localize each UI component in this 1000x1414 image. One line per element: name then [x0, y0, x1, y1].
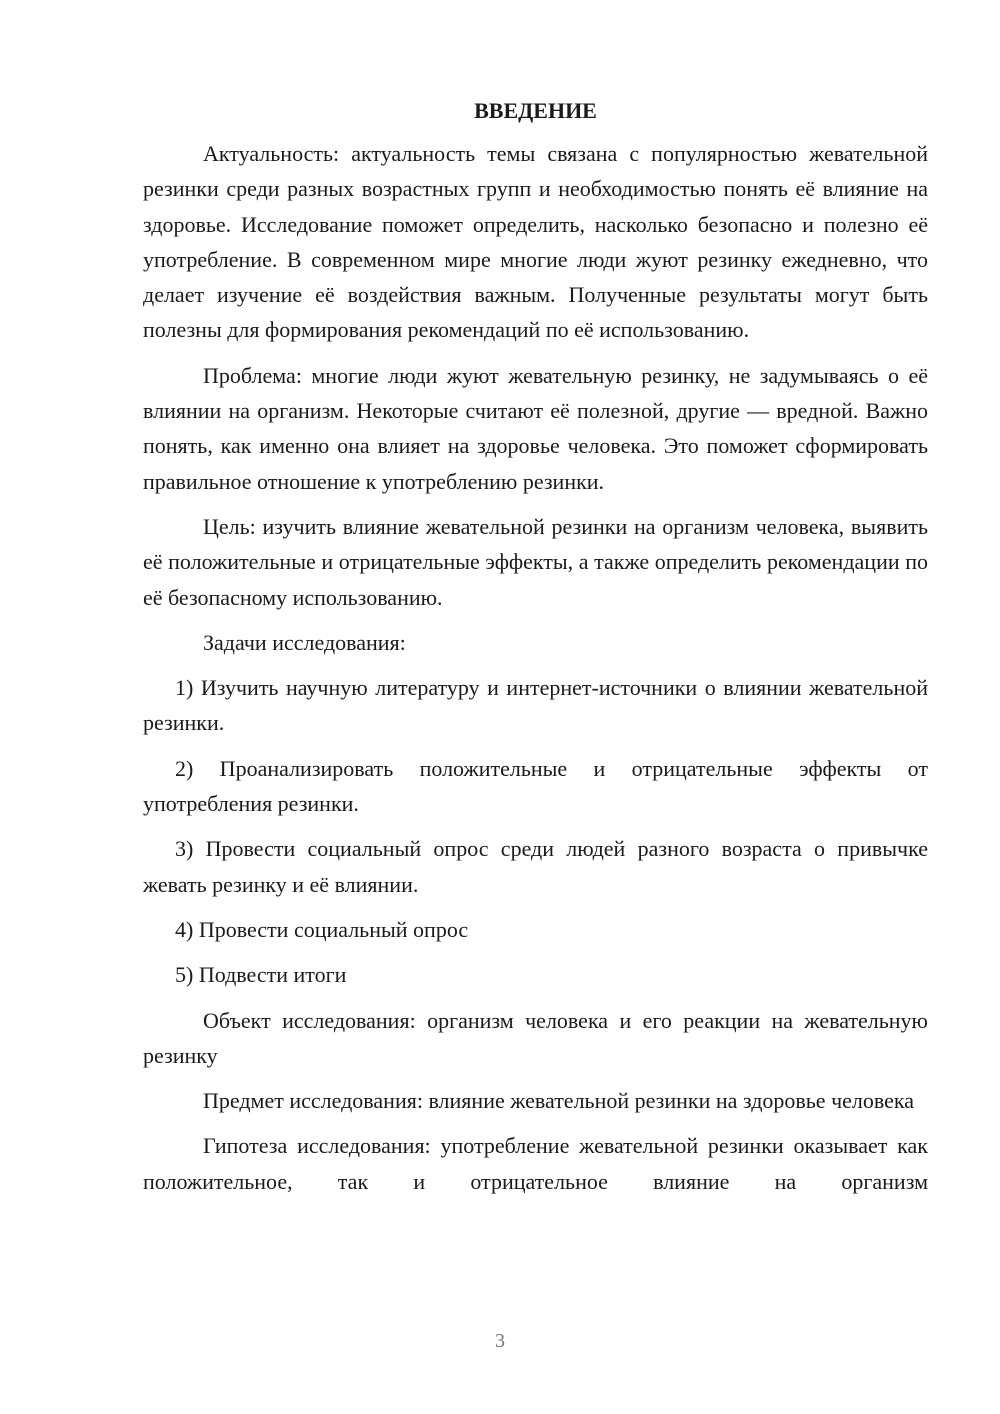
paragraph-subject: Предмет исследования: влияние жевательной резинки на здоровье человека: [203, 1088, 915, 1114]
task-item-3: 3) Провести социальный опрос среди людей разного возраста о привычке жевать резинку и её влиянии.: [143, 836, 928, 897]
paragraph-relevance: Актуальность: актуальность темы связана с популярностью жевательной резинки среди разных возрастных групп и необходимостью понять её влияние на здоровье. Исследование поможет определить, насколько безопасно и полезно её употребление. В современном мире многие люди жуют резинку ежедневно, что делает изучение её воздействия важным. Полученные результаты могут быть полезны для формирования рекомендаций по её использованию.: [143, 141, 928, 343]
paragraph-object: Объект исследования: организм человека и его реакции на жевательную резинку: [143, 1007, 928, 1068]
task-item-2: 2) Проанализировать положительные и отрицательные эффекты от употребления резинки.: [143, 755, 928, 817]
document-page: [143, 94, 928, 1209]
page-number: 3: [495, 1330, 505, 1352]
section-title: ВВЕДЕНИЕ: [474, 98, 597, 123]
task-item-4: 4) Провести социальный опрос: [175, 916, 469, 942]
task-item-1: 1) Изучить научную литературу и интернет-источники о влиянии жевательной резинки.: [143, 675, 928, 736]
tasks-heading: Задачи исследования:: [203, 629, 406, 655]
paragraph-problem: Проблема: многие люди жуют жевательную резинку, не задумываясь о её влиянии на организм. Некоторые считают её полезной, другие — вредной. Важно понять, как именно она влияет на здоровье человека. Это поможет сформировать правильное отношение к употреблению резинки.: [143, 362, 928, 494]
task-item-5: 5) Подвести итоги: [175, 962, 347, 988]
paragraph-goal: Цель: изучить влияние жевательной резинки на организм человека, выявить её положительные и отрицательные эффекты, а также определить рекомендации по её безопасному использованию.: [143, 513, 928, 610]
paragraph-hypothesis: Гипотеза исследования: употребление жевательной резинки оказывает как положительное, так и отрицательное влияние на организм: [143, 1133, 928, 1194]
